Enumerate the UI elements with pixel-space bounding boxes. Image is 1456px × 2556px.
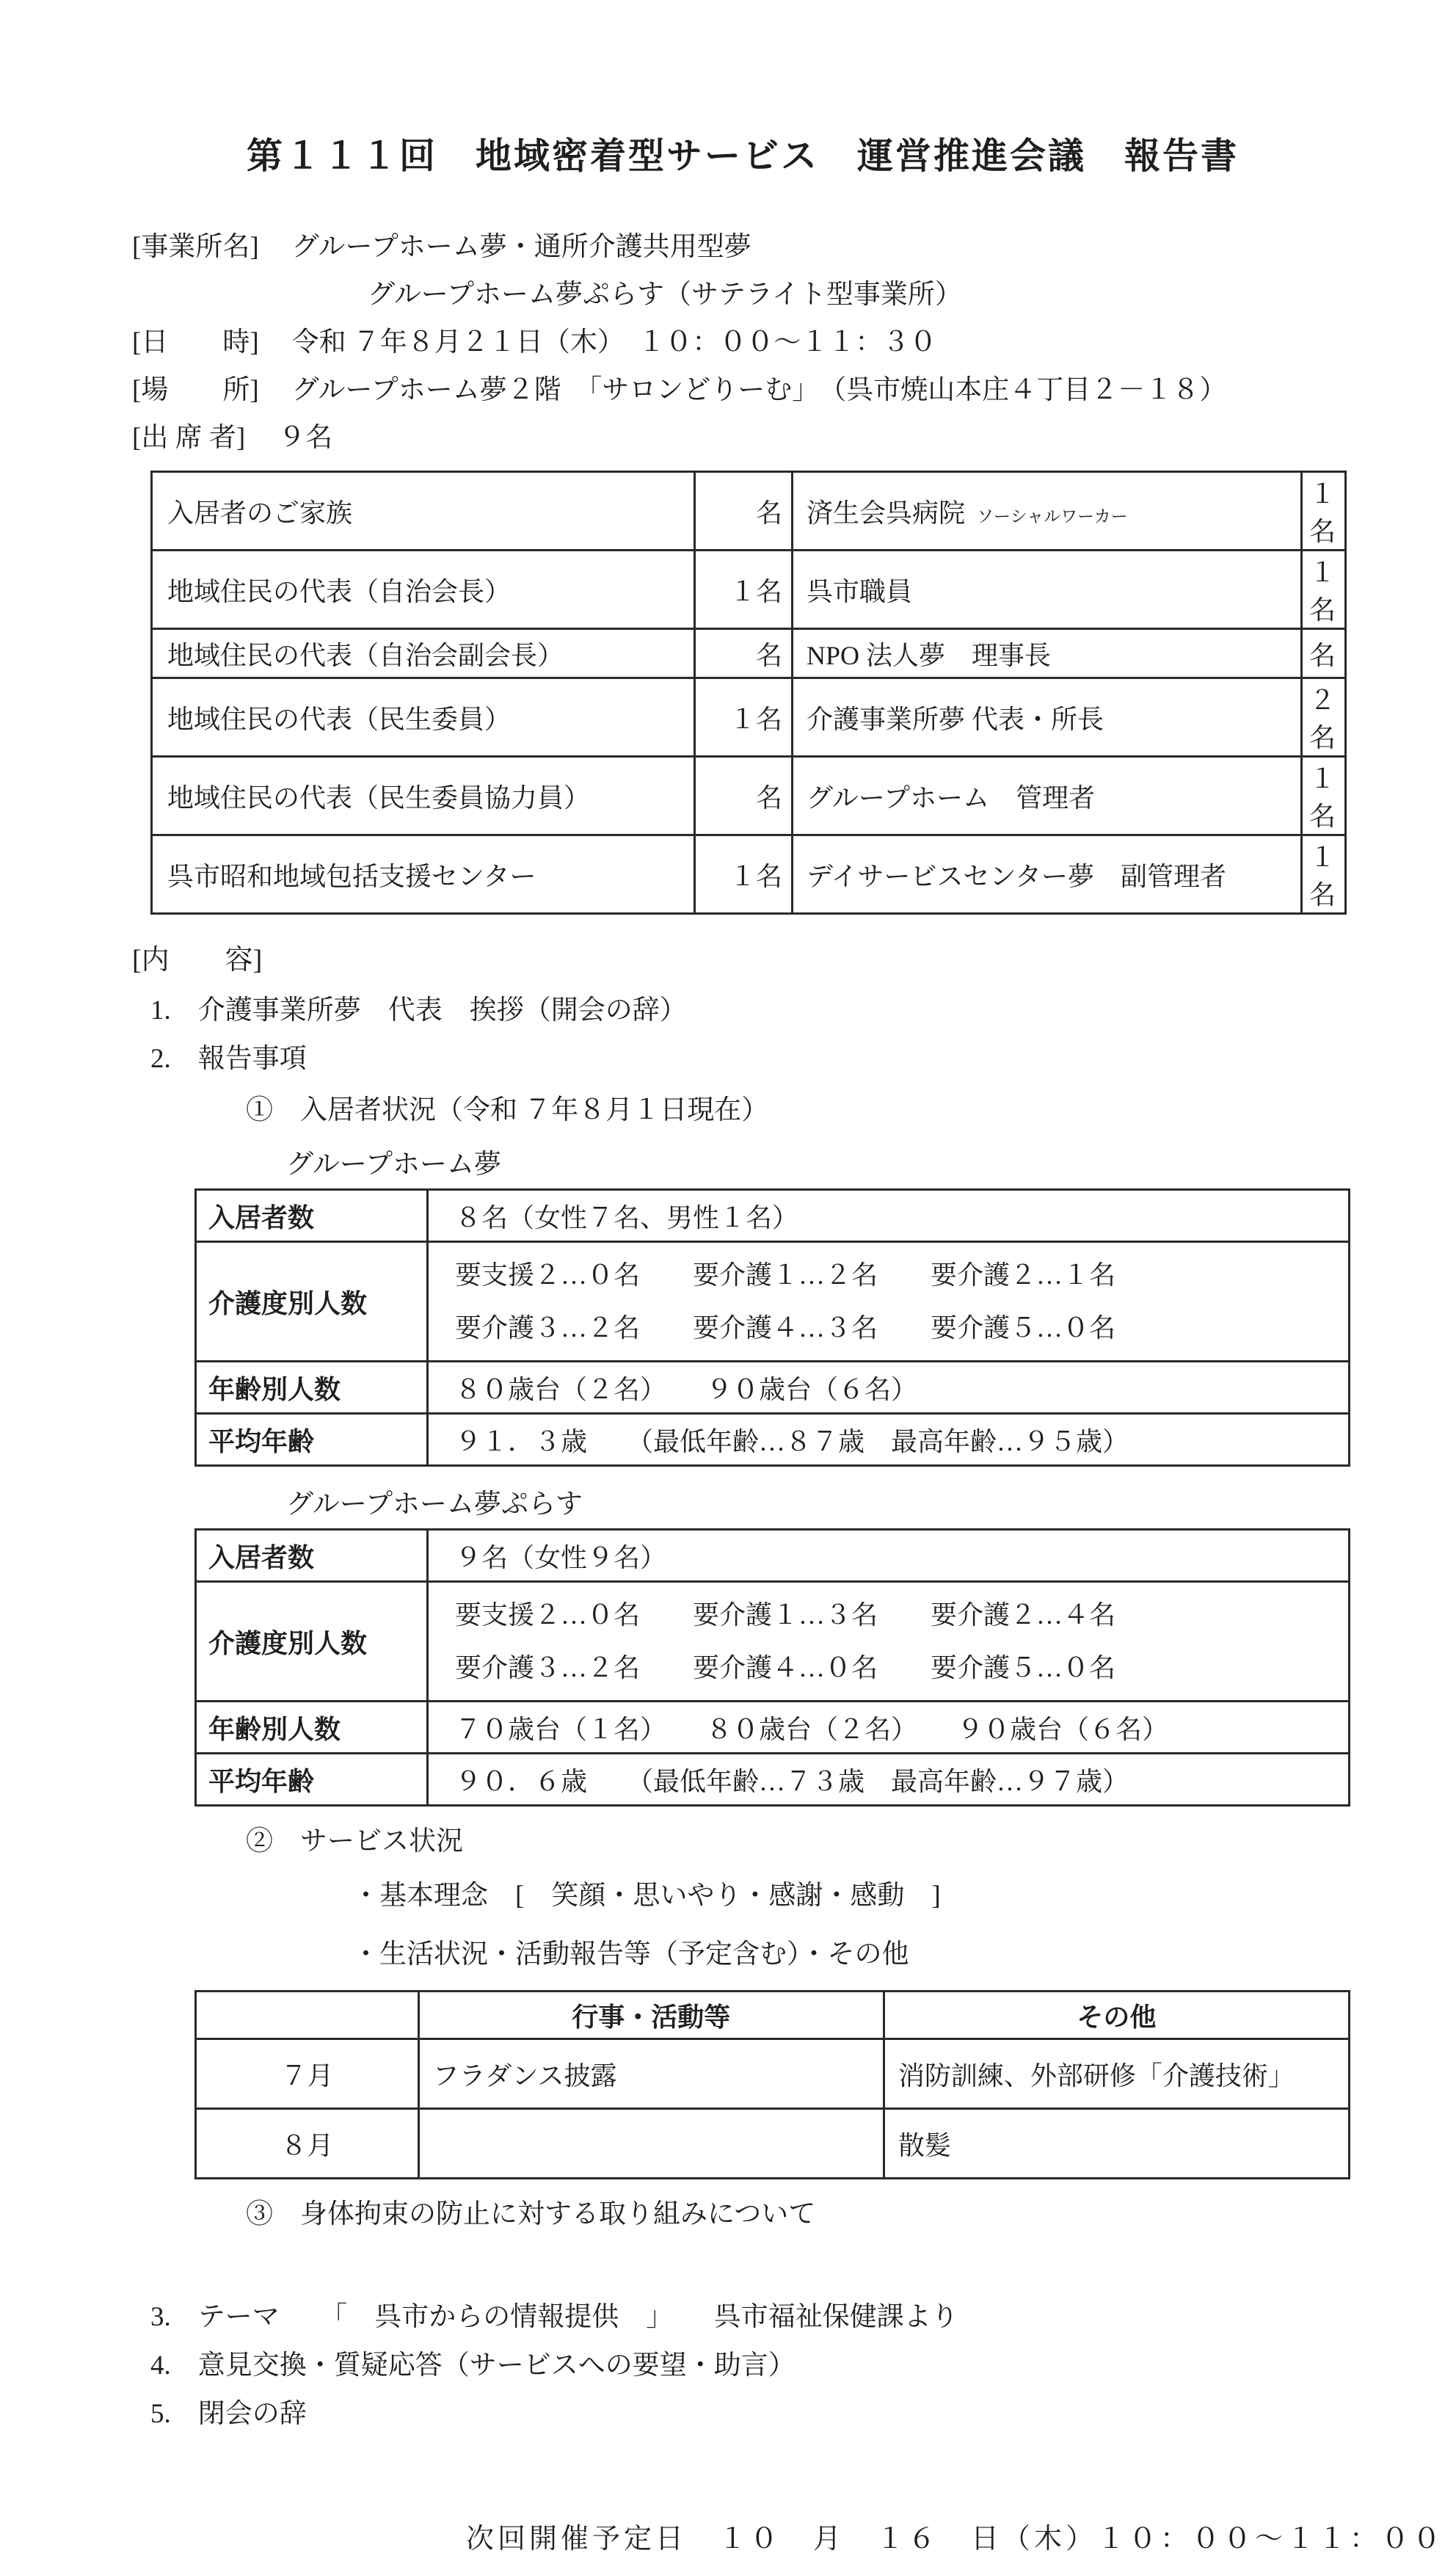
attendee-count: １名 <box>694 678 792 757</box>
attendee-count-label: [出 席 者] <box>132 423 246 453</box>
table-row <box>196 1414 1350 1466</box>
table-row <box>196 1754 1350 1806</box>
attendee-count: １名 <box>694 835 792 914</box>
activity-events: フラダンス披露 <box>418 2039 884 2109</box>
attendee-category: 呉市昭和地域包括支援センター <box>152 835 695 914</box>
attendee-category <box>793 678 1302 757</box>
office-name-line2: グループホーム夢ぷらす（サテライト型事業所） <box>368 280 962 310</box>
place-value: グループホーム夢２階 「サロンどりーむ」 （呉市焼山本庄４丁目２－１８） <box>291 375 1227 405</box>
place-label: [場 所] <box>132 375 259 405</box>
attendee-category <box>793 472 1302 551</box>
report-sub-item-3: ③ 身体拘束の防止に対する取り組みについて <box>246 2199 816 2229</box>
attendee-row <box>152 472 1346 551</box>
home1-status-table <box>194 1188 1350 1467</box>
average-age-value: ９１．３歳 （最低年齢…８７歳 最高年齢…９５歳） <box>428 1414 1350 1466</box>
average-age-value: ９０．６歳 （最低年齢…７３歳 最高年齢…９７歳） <box>428 1754 1350 1806</box>
table-row <box>196 1362 1350 1414</box>
office-name-row <box>132 232 1353 263</box>
meta-section <box>132 232 1353 454</box>
activity-row <box>196 2109 1350 2179</box>
attendee-category: 地域住民の代表（自治会長） <box>152 551 695 629</box>
activity-other: 散髪 <box>884 2109 1349 2179</box>
attendee-count: 名 <box>694 757 792 835</box>
attendee-category: 地域住民の代表（自治会副会長） <box>152 629 695 678</box>
report-sub-item-1: ① 入居者状況（令和 ７年８月１日現在） <box>246 1095 769 1125</box>
content-section-label: [内 容] <box>132 945 263 976</box>
agenda-item-1: 1. 介護事業所夢 代表 挨拶（開会の辞） <box>150 995 687 1025</box>
attendee-row <box>152 551 1346 629</box>
table-row <box>196 1242 1350 1362</box>
attendee-category-main: NPO 法人夢 理事長 <box>807 640 1052 670</box>
attendee-row <box>152 757 1346 835</box>
attendee-count: １名 <box>694 551 792 629</box>
average-age-label: 平均年齢 <box>196 1414 428 1466</box>
place-row <box>132 375 1353 406</box>
attendee-category: 地域住民の代表（民生委員） <box>152 678 695 757</box>
page-title: 第１１１回 地域密着型サービス 運営推進会議 報告書 <box>246 136 1239 176</box>
table-row <box>196 1582 1350 1702</box>
care-level-label: 介護度別人数 <box>196 1242 428 1362</box>
attendee-category <box>793 629 1302 678</box>
attendee-category-main: グループホーム 管理者 <box>807 783 1096 813</box>
attendee-count-row <box>132 423 1353 454</box>
attendee-count-value: ９名 <box>278 423 333 453</box>
attendee-count: 名 <box>1301 629 1345 678</box>
attendee-count: ２名 <box>1301 678 1345 757</box>
office-name-line1: グループホーム夢・通所介護共用型夢 <box>291 232 751 262</box>
next-meeting-date: 次回開催予定日 １０ 月 １６ 日（木）１０：００～１１：００ <box>466 2524 1445 2555</box>
month-header <box>196 1992 419 2039</box>
age-group-value: ８０歳台（２名） ９０歳台（６名） <box>428 1362 1350 1414</box>
attendee-row <box>152 678 1346 757</box>
care-level-value <box>428 1242 1350 1362</box>
activity-table <box>194 1990 1350 2179</box>
activity-header-row <box>196 1992 1350 2039</box>
attendee-category-main: 呉市職員 <box>807 576 913 606</box>
care-level-value <box>428 1582 1350 1702</box>
care-level-line2: 要介護３…２名 要介護４…０名 要介護５…０名 <box>455 1653 1116 1682</box>
home2-name: グループホーム夢ぷらす <box>286 1489 583 1520</box>
activity-row <box>196 2039 1350 2109</box>
office-name-row2 <box>132 280 1353 311</box>
attendee-category: 地域住民の代表（民生委員協力員） <box>152 757 695 835</box>
life-activity-line: ・生活状況・活動報告等（予定含む）・その他 <box>352 1939 909 1969</box>
agenda-item-4: 4. 意見交換・質疑応答（サービスへの要望・助言） <box>150 2350 796 2381</box>
age-group-label: 年齢別人数 <box>196 1362 428 1414</box>
table-row <box>196 1702 1350 1754</box>
philosophy-line: ・基本理念 [ 笑顔・思いやり・感謝・感動 ] <box>352 1881 941 1911</box>
table-row <box>196 1530 1350 1582</box>
residents-value: ９名（女性９名） <box>428 1530 1350 1582</box>
home2-status-table <box>194 1528 1350 1807</box>
activity-events <box>418 2109 884 2179</box>
home1-name: グループホーム夢 <box>286 1150 502 1180</box>
attendee-category: 入居者のご家族 <box>152 472 695 551</box>
table-row <box>196 1190 1350 1242</box>
residents-label: 入居者数 <box>196 1530 428 1582</box>
attendee-count: １名 <box>1301 551 1345 629</box>
attendee-count: 名 <box>694 629 792 678</box>
attendee-row <box>152 835 1346 914</box>
attendees-table <box>150 471 1347 915</box>
agenda-item-2: 2. 報告事項 <box>150 1044 307 1074</box>
care-level-line2: 要介護３…２名 要介護４…３名 要介護５…０名 <box>455 1313 1116 1343</box>
attendee-category-main: 介護事業所夢 代表・所長 <box>807 704 1104 734</box>
datetime-value: 令和 ７年８月２１日（木） １０：００～１１：３０ <box>291 327 937 357</box>
average-age-label: 平均年齢 <box>196 1754 428 1806</box>
attendee-row <box>152 629 1346 678</box>
report-sub-item-2: ② サービス状況 <box>246 1826 463 1856</box>
residents-value: ８名（女性７名、男性１名） <box>428 1190 1350 1242</box>
attendee-count: １名 <box>1301 757 1345 835</box>
activity-month: ８月 <box>196 2109 419 2179</box>
activity-month: ７月 <box>196 2039 419 2109</box>
events-header: 行事・活動等 <box>418 1992 884 2039</box>
age-group-value: ７０歳台（１名） ８０歳台（２名） ９０歳台（６名） <box>428 1702 1350 1754</box>
agenda-item-5: 5. 閉会の辞 <box>150 2399 307 2429</box>
attendee-count: １名 <box>1301 835 1345 914</box>
care-level-line1: 要支援２…０名 要介護１…２名 要介護２…１名 <box>455 1260 1116 1290</box>
attendee-category <box>793 757 1302 835</box>
activity-other: 消防訓練、外部研修「介護技術」 <box>884 2039 1349 2109</box>
attendee-category-main: デイサービスセンター夢 副管理者 <box>807 861 1227 891</box>
agenda-item-3: 3. テーマ 「 呉市からの情報提供 」 呉市福祉保健課より <box>150 2302 958 2332</box>
attendee-count: 名 <box>694 472 792 551</box>
care-level-line1: 要支援２…０名 要介護１…３名 要介護２…４名 <box>455 1600 1116 1630</box>
age-group-label: 年齢別人数 <box>196 1702 428 1754</box>
other-header: その他 <box>884 1992 1349 2039</box>
attendee-category-main: 済生会呉病院 <box>807 498 966 528</box>
datetime-row <box>132 327 1353 358</box>
residents-label: 入居者数 <box>196 1190 428 1242</box>
attendee-category <box>793 551 1302 629</box>
attendee-category <box>793 835 1302 914</box>
office-name-label: [事業所名] <box>132 232 259 262</box>
care-level-label: 介護度別人数 <box>196 1582 428 1702</box>
datetime-label: [日 時] <box>132 327 259 357</box>
attendee-category-note: ソーシャルワーカー <box>977 507 1128 526</box>
attendee-count: １名 <box>1301 472 1345 551</box>
